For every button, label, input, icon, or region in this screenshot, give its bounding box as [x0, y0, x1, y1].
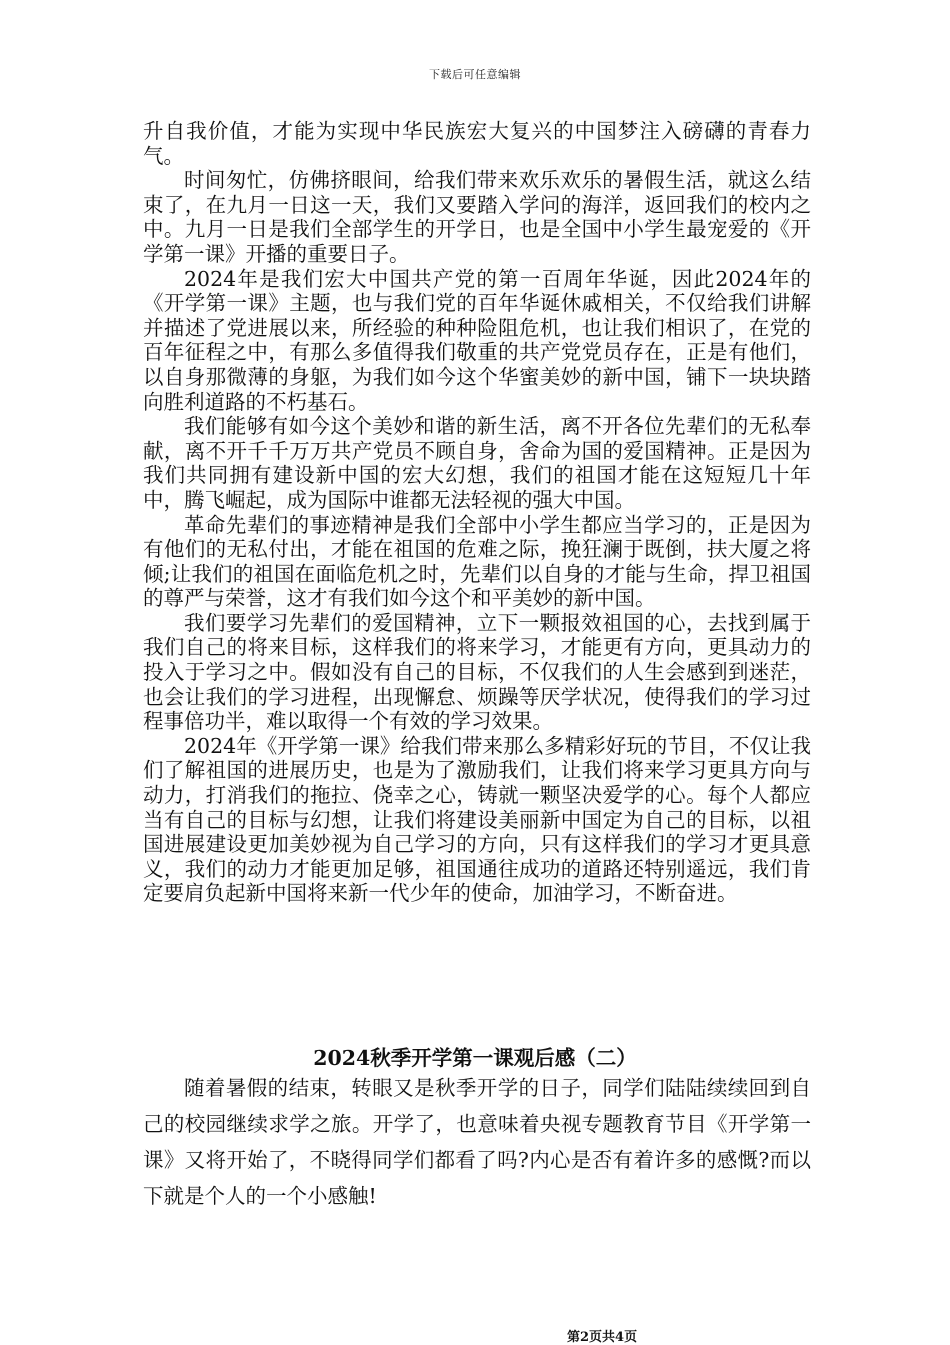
paragraph: 革命先辈们的事迹精神是我们全部中小学生都应当学习的，正是因为有他们的无私付出，才能在祖国的危难之际，挽狂澜于既倒，扶大厦之将倾;让我们的祖国在面临危机之时，先辈们以自身的才能与生命，捍卫祖国的尊严与荣誉，这才有我们如今这个和平美妙的新中国。 — [143, 512, 811, 611]
page-header: 下载后可任意编辑 — [429, 68, 521, 81]
section-title: 2024秋季开学第一课观后感（二） — [313, 1046, 637, 1070]
paragraph: 时间匆忙，仿佛挤眼间，给我们带来欢乐欢乐的暑假生活，就这么结束了，在九月一日这一天，我们又要踏入学问的海洋，返回我们的校内之中。九月一日是我们全部学生的开学日，也是全国中小学生最宠爱的《开学第一课》开播的重要日子。 — [143, 168, 811, 266]
paragraph: 我们能够有如今这个美妙和谐的新生活，离不开各位先辈们的无私奉献，离不开千千万万共产党员不顾自身，舍命为国的爱国精神。正是因为我们共同拥有建设新中国的宏大幻想，我们的祖国才能在这短短几十年中，腾飞崛起，成为国际中谁都无法轻视的强大中国。 — [143, 414, 811, 512]
section-body — [143, 1070, 811, 1214]
paragraph: 我们要学习先辈们的爱国精神，立下一颗报效祖国的心，去找到属于我们自己的将来目标，这样我们的将来学习，才能更有方向，更具动力的投入于学习之中。假如没有自己的目标，不仅我们的人生会感到到迷茫，也会让我们的学习进程，出现懈怠、烦躁等厌学状况，使得我们的学习过程事倍功半，难以取得一个有效的学习效果。 — [143, 610, 811, 734]
paragraph-continuation: 升自我价值，才能为实现中华民族宏大复兴的中国梦注入磅礴的青春力气。 — [143, 119, 811, 168]
document-body — [143, 119, 811, 906]
page-number: 第2页共4页 — [567, 1330, 638, 1345]
paragraph: 随着暑假的结束，转眼又是秋季开学的日子，同学们陆陆续续回到自己的校园继续求学之旅。开学了，也意味着央视专题教育节目《开学第一课》又将开始了，不晓得同学们都看了吗?内心是否有着许多的感慨?而以下就是个人的一个小感触! — [143, 1076, 811, 1208]
paragraph: 2024年《开学第一课》给我们带来那么多精彩好玩的节目，不仅让我们了解祖国的进展历史，也是为了激励我们，让我们将来学习更具方向与动力，打消我们的拖拉、侥幸之心，铸就一颗坚决爱学的心。每个人都应当有自己的目标与幻想，让我们将建设美丽新中国定为自己的目标，以祖国进展建设更加美妙视为自己学习的方向，只有这样我们的学习才更具意义，我们的动力才能更加足够，祖国通往成功的道路还特别遥远，我们肯定要肩负起新中国将来新一代少年的使命，加油学习，不断奋进。 — [143, 733, 811, 906]
paragraph: 2024年是我们宏大中国共产党的第一百周年华诞，因此2024年的《开学第一课》主题，也与我们党的百年华诞休戚相关，不仅给我们讲解并描述了党进展以来，所经验的种种险阻危机，也让我们相识了，在党的百年征程之中，有那么多值得我们敬重的共产党党员存在，正是有他们，以自身那微薄的身躯，为我们如今这个华蜜美妙的新中国，铺下一块块踏向胜利道路的不朽基石。 — [143, 266, 811, 414]
